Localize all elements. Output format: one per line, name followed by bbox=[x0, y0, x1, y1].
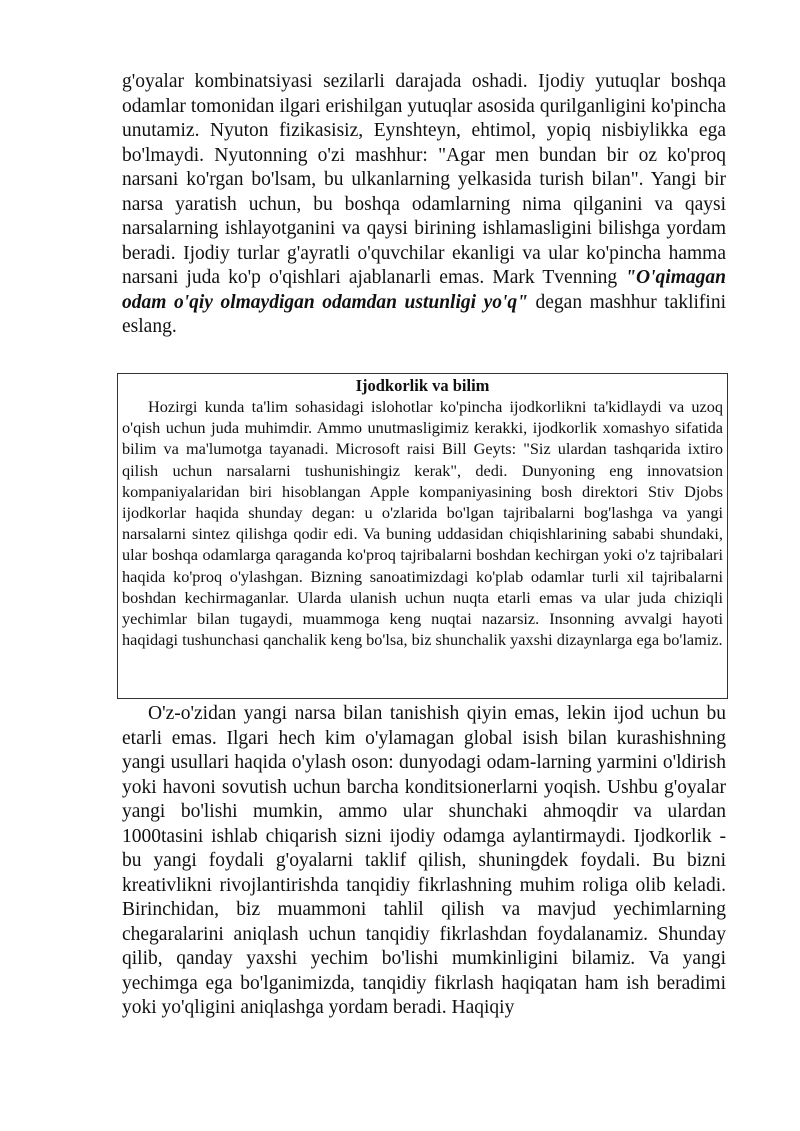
box-title: Ijodkorlik va bilim bbox=[355, 376, 490, 395]
top-paragraph-text: g'oyalar kombinatsiyasi sezilarli darajada oshadi. Ijodiy yutuqlar boshqa odamlar tomonidan ilgari erishilgan yutuqlar asosida qurilganligini ko'pincha unutamiz. Nyuton fizikasisiz, Eynshteyn, ehtimol, yopiq nisbiylikka ega bo'lmaydi. Nyutonning o'zi mashhur: "Agar men bundan bir oz ko'proq narsani ko'rgan bo'lsam, bu ulkanlarning yelkasida turish bilan". Yangi bir narsa yaratish uchun, bu boshqa odamlarning nima qilganini va qaysi narsalarning ishlayotganini va qaysi birining ishlamasligini bilishga yordam beradi. Ijodiy turlar g'ayratli o'quvchilar ekanligi va ular ko'pincha hamma narsani juda ko'p o'qishlari ajablanarli emas. Mark Tvenning bbox=[122, 71, 726, 288]
top-paragraph bbox=[122, 70, 726, 340]
top-paragraph-ending: degan mashhur taklifini eslang. bbox=[122, 291, 727, 337]
sidebar-box bbox=[117, 373, 728, 699]
box-text: Hozirgi kunda ta'lim sohasidagi islohotlar ko'pincha ijodkorlikni ta'kidlaydi va uzoq o'qish uchun juda muhimdir. Ammo unutmasligimiz kerakki, ijodkorlik xomashyo sifatida bilim va ma'lumotga tayanadi. Microsoft raisi Bill Geyts: "Siz ulardan tashqarida ixtiro qilish uchun narsalarni tushunishingiz kerak", dedi. Dunyoning eng innovatsion kompaniyalaridan biri hisoblangan Apple kompaniyasining bosh direktori Stiv Djobs ijodkorlar haqida shunday degan: u o'zlarida bo'lgan tajribalarni bog'lashga va yangi narsalarni sintez qilishga qodir edi. Va buning uddasidan chiqishlarining sababi shundaki, ular boshqa odamlarga qaraganda ko'proq tajribalarni boshdan kechirgan yoki o'z tajribalari haqida ko'proq o'ylashgan. Bizning sanoatimizdagi ko'plab odamlar turli xil tajribalarni boshdan kechirmaganlar. Ularda ulanish uchun nuqta etarli emas va ular juda chiziqli yechimlar bilan tugaydi, muammoga keng nuqtai nazarsiz. Insonning avvalgi hayoti haqidagi tushunchasi qanchalik keng bo'lsa, biz shunchalik yaxshi dizaynlarga ega bo'lamiz. bbox=[122, 397, 723, 650]
mark-twain-quote: "O'qimagan odam o'qiy olmaydigan odamdan ustunligi yo'q" bbox=[122, 267, 726, 313]
bottom-paragraph: O'z-o'zidan yangi narsa bilan tanishish qiyin emas, lekin ijod uchun bu etarli emas. Ilgari hech kim o'ylamagan global isish bilan kurashishning yangi usullari haqida o'ylash oson: dunyodagi odam-larning yarmini o'ldirish yoki havoni sovutish uchun barcha konditsionerlarni yoqish. Ushbu g'oyalar yangi bo'lishi mumkin, ammo ular shunchaki ahmoqdir va ulardan 1000tasini ishlab chiqarish sizni ijodiy odamga aylantirmaydi. Ijodkorlik - bu yangi foydali g'oyalarni taklif qilish, shuningdek foydali. Bu bizni kreativlikni rivojlantirishda tanqidiy fikrlashning muhim roliga olib keladi. Birinchidan, biz muammoni tahlil qilish va mavjud yechimlarning chegaralarini aniqlash uchun tanqidiy fikrlashdan foydalanamiz. Shunday qilib, qanday yaxshi yechim bo'lishi mumkinligini bilamiz. Va yangi yechimga ega bo'lganimizda, tanqidiy fikrlash haqiqatan ham ish beradimi yoki yo'qligini aniqlashga yordam beradi. Haqiqiy bbox=[122, 703, 726, 1018]
